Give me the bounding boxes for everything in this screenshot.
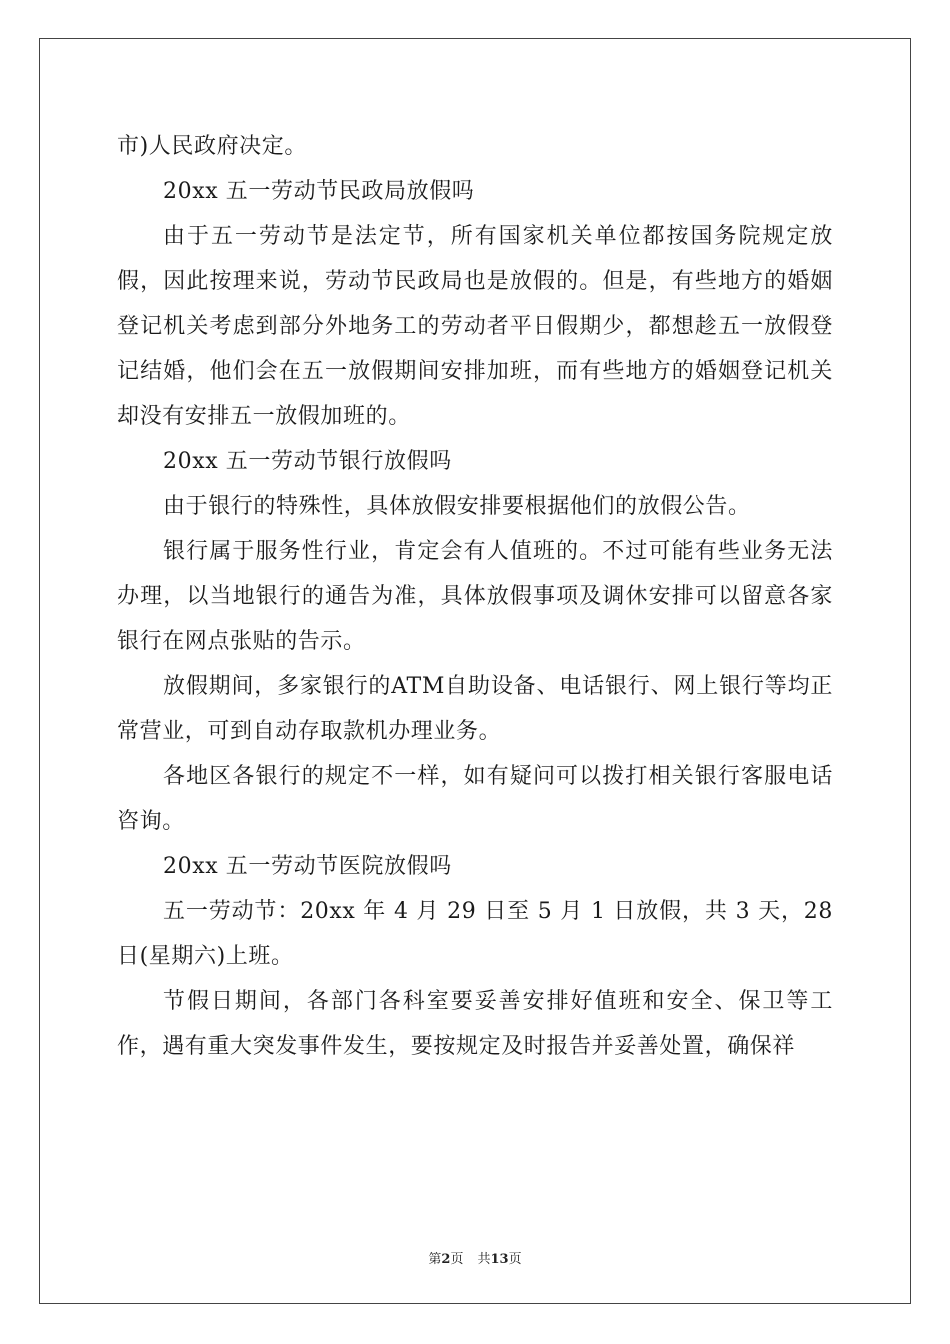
paragraph: 市)人民政府决定。	[117, 134, 307, 159]
paragraph: 各地区各银行的规定不一样，如有疑问可以拨打相关银行客服电话咨询。	[117, 764, 833, 834]
paragraph: 五一劳动节：20xx 年 4 月 29 日至 5 月 1 日放假，共 3 天，28 日(星期六)上班。	[117, 899, 833, 969]
page-number: 2	[441, 1252, 451, 1267]
section-heading: 20xx 五一劳动节民政局放假吗	[163, 179, 475, 204]
paragraph: 节假日期间，各部门各科室要妥善安排好值班和安全、保卫等工作，遇有重大突发事件发生，要按规定及时报告并妥善处置，确保祥	[117, 989, 833, 1059]
document-body	[117, 124, 833, 1069]
total-pages: 13	[490, 1252, 509, 1267]
total-suffix: 页	[508, 1252, 522, 1267]
page-prefix: 第	[428, 1252, 442, 1267]
page-footer	[0, 1248, 950, 1267]
page-suffix: 页	[450, 1252, 464, 1267]
paragraph: 银行属于服务性行业，肯定会有人值班的。不过可能有些业务无法办理，以当地银行的通告为准，具体放假事项及调休安排可以留意各家银行在网点张贴的告示。	[117, 539, 833, 654]
section-heading: 20xx 五一劳动节银行放假吗	[163, 449, 452, 474]
section-heading: 20xx 五一劳动节医院放假吗	[163, 854, 452, 879]
paragraph: 由于五一劳动节是法定节，所有国家机关单位都按国务院规定放假，因此按理来说，劳动节民政局也是放假的。但是，有些地方的婚姻登记机关考虑到部分外地务工的劳动者平日假期少，都想趁五一放假登记结婚，他们会在五一放假期间安排加班，而有些地方的婚姻登记机关却没有安排五一放假加班的。	[117, 224, 833, 429]
paragraph: 放假期间，多家银行的ATM自助设备、电话银行、网上银行等均正常营业，可到自动存取款机办理业务。	[117, 674, 833, 744]
total-prefix: 共	[477, 1252, 491, 1267]
paragraph: 由于银行的特殊性，具体放假安排要根据他们的放假公告。	[163, 494, 751, 519]
